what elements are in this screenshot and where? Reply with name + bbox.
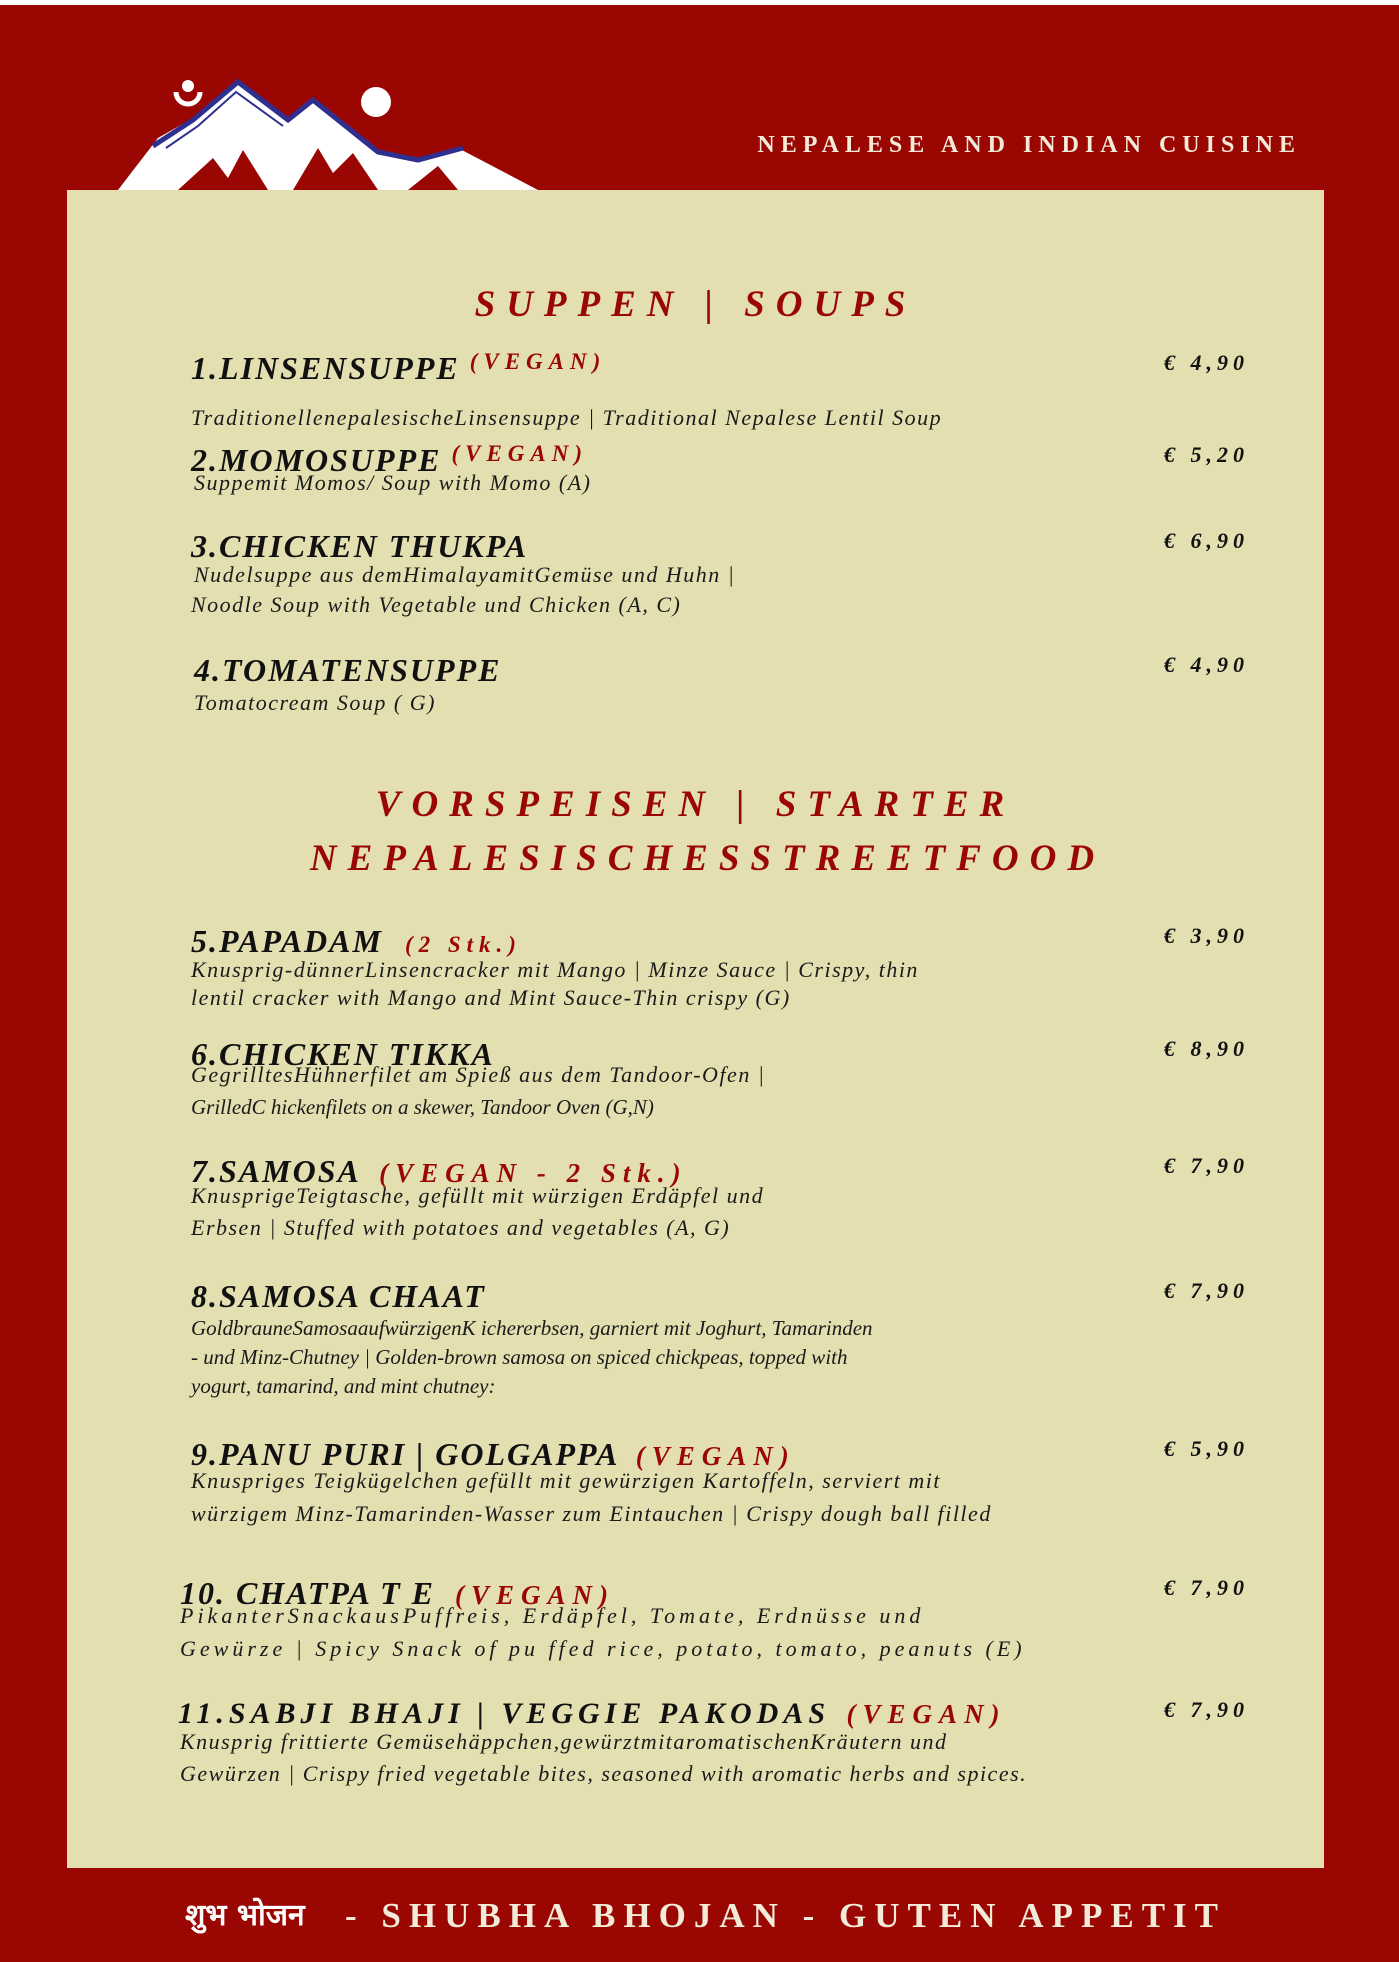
item-description: Gewürze | Spicy Snack of pu ffed rice, potato, tomato, peanuts (E): [180, 1636, 1026, 1661]
item-name: 4.TOMATENSUPPE: [194, 652, 502, 688]
menu-item: [67, 1575, 1324, 1661]
item-description: Erbsen | Stuffed with potatoes and vegetables (A, G): [191, 1215, 731, 1240]
item-tag: (VEGAN): [455, 1580, 616, 1610]
item-price: € 5,90: [1164, 1436, 1249, 1461]
item-price: € 7,90: [1164, 1575, 1249, 1600]
item-name: 1.LINSENSUPPE: [191, 350, 460, 386]
menu-item: [67, 923, 1324, 1010]
menu-item: [67, 1278, 1324, 1398]
footer-devanagari: शुभ भोजन: [185, 1898, 305, 1933]
menu-item: [67, 1436, 1324, 1526]
menu-item: [67, 1153, 1324, 1240]
item-tag: (VEGAN): [451, 441, 589, 466]
menu-item: [67, 528, 1324, 617]
item-description: - und Minz-Chutney | Golden-brown samosa on spiced chickpeas, topped with: [191, 1345, 848, 1369]
item-description: yogurt, tamarind, and mint chutney:: [191, 1374, 496, 1398]
item-description: Knusprig frittierte Gemüsehäppchen,gewürztmitaromatischenKräutern und: [180, 1729, 948, 1754]
item-tag: (VEGAN): [635, 1441, 796, 1471]
item-tag: (VEGAN - 2 Stk.): [379, 1158, 688, 1188]
item-description: PikanterSnackausPuffreis, Erdäpfel, Tomate, Erdnüsse und: [180, 1603, 925, 1628]
mountain-logo-icon: [118, 78, 538, 190]
menu-item: [67, 441, 1324, 495]
item-description: Noodle Soup with Vegetable und Chicken (A, C): [191, 592, 682, 617]
item-name: 6.CHICKEN TIKKA: [191, 1036, 495, 1072]
item-description: TraditionellenepalesischeLinsensuppe | Traditional Nepalese Lentil Soup: [191, 405, 943, 430]
item-name: 2.MOMOSUPPE: [191, 442, 442, 478]
top-border: [0, 0, 1399, 5]
item-price: € 4,90: [1164, 652, 1249, 677]
item-name: 10. CHATPA T E: [180, 1575, 435, 1611]
item-description: würzigem Minz-Tamarinden-Wasser zum Eintauchen | Crispy dough ball filled: [191, 1501, 992, 1526]
cuisine-subtitle: NEPALESE AND INDIAN CUISINE: [757, 132, 1301, 158]
item-description: GrilledC hickenfilets on a skewer, Tandoor Oven (G,N): [191, 1095, 654, 1119]
item-description: GegrilltesHühnerfilet am Spieß aus dem Tandoor-Ofen |: [191, 1062, 766, 1087]
item-description: Knuspriges Teigkügelchen gefüllt mit gewürzigen Kartoffeln, serviert mit: [191, 1468, 942, 1493]
footer-greeting: - SHUBHA BHOJAN - GUTEN APPETIT: [345, 1896, 1227, 1935]
item-name: 9.PANU PURI | GOLGAPPA: [191, 1436, 618, 1472]
item-description: Knusprig-dünnerLinsencracker mit Mango | Minze Sauce | Crispy, thin: [191, 957, 919, 982]
item-name: 3.CHICKEN THUKPA: [191, 528, 529, 564]
item-price: € 7,90: [1164, 1153, 1249, 1178]
menu-item: [67, 349, 1324, 430]
menu-item: [67, 1697, 1324, 1786]
item-name: 8.SAMOSA CHAAT: [191, 1278, 486, 1314]
item-price: € 4,90: [1164, 350, 1249, 375]
item-description: Suppemit Momos/ Soup with Momo (A): [194, 470, 592, 495]
item-price: € 3,90: [1164, 923, 1249, 948]
menu-item: [67, 1036, 1324, 1119]
item-price: € 7,90: [1164, 1278, 1249, 1303]
item-description: Gewürzen | Crispy fried vegetable bites, seasoned with aromatic herbs and spices.: [180, 1761, 1028, 1786]
starter-section-title: VORSPEISEN | STARTER: [375, 784, 1016, 825]
item-price: € 7,90: [1164, 1697, 1249, 1722]
item-description: Tomatocream Soup ( G): [194, 690, 436, 715]
item-tag: (VEGAN): [469, 349, 607, 374]
starter-section-subtitle: NEPALESISCHESSTREETFOOD: [309, 838, 1106, 879]
item-price: € 5,20: [1164, 442, 1249, 467]
item-description: KnusprigeTeigtasche, gefüllt mit würzigen Erdäpfel und: [191, 1183, 765, 1208]
item-description: lentil cracker with Mango and Mint Sauce-Thin crispy (G): [191, 985, 791, 1010]
item-description: Nudelsuppe aus demHimalayamitGemüse und Huhn |: [194, 562, 736, 587]
menu-item: [67, 652, 1324, 715]
item-name: 7.SAMOSA: [191, 1153, 360, 1189]
item-name: 11.SABJI BHAJI | VEGGIE PAKODAS: [178, 1697, 831, 1730]
item-tag: (VEGAN): [846, 1699, 1007, 1729]
item-name: 5.PAPADAM: [191, 923, 383, 959]
item-description: GoldbrauneSamosaaufwürzigenK ichererbsen, garniert mit Joghurt, Tamarinden: [191, 1316, 873, 1340]
item-price: € 6,90: [1164, 528, 1249, 553]
menu-panel: [67, 190, 1324, 1868]
item-price: € 8,90: [1164, 1036, 1249, 1061]
soups-section-title: SUPPEN | SOUPS: [474, 284, 917, 325]
item-tag: (2 Stk.): [404, 932, 522, 957]
